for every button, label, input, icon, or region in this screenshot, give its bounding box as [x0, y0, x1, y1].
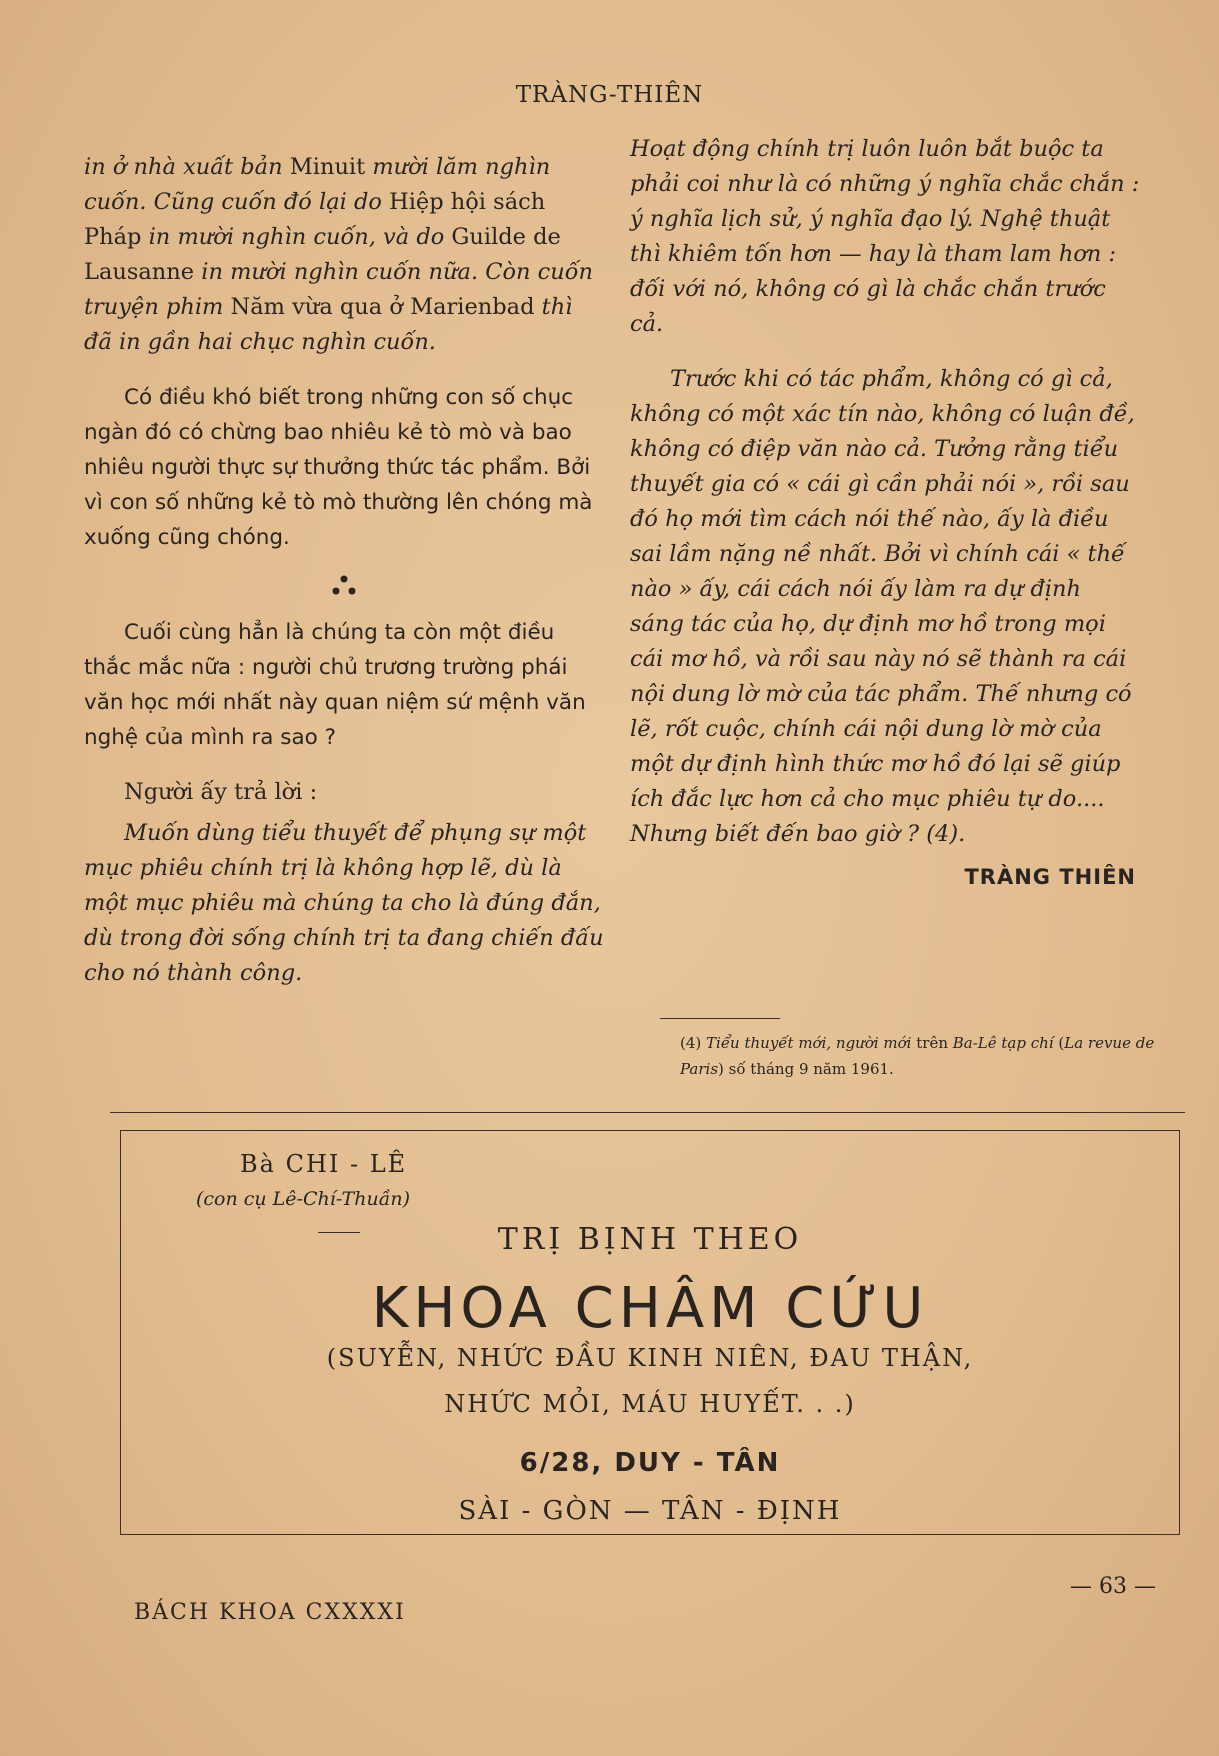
- ad-treat-heading: TRỊ BỊNH THEO: [497, 1222, 803, 1257]
- footnote-divider: [660, 1018, 780, 1019]
- paragraph: Muốn dùng tiểu thuyết để phụng sự một mục phiêu chính trị là không hợp lẽ, dù là một mục phiêu mà chúng ta cho là đúng đắn, dù trong đời sống chính trị ta đang chiến đấu cho nó thành công.: [84, 820, 604, 986]
- text-run: in mười nghìn cuốn, và do: [141, 224, 452, 250]
- right-column: [630, 132, 1142, 895]
- paragraph: Cuối cùng hẳn là chúng ta còn một điều thắc mắc nữa : người chủ trương trường phái văn học mới nhất này quan niệm sứ mệnh văn nghệ của mình ra sao ?: [84, 620, 586, 750]
- paragraph: [84, 150, 604, 360]
- text-run: Minuit: [289, 154, 366, 180]
- advertisement-top-rule: [110, 1112, 1185, 1113]
- ad-conditions-line: NHỨC MỎI, MÁU HUYẾT. . .): [444, 1390, 856, 1418]
- text-run: ) số tháng 9 năm 1961.: [718, 1060, 894, 1078]
- magazine-issue: BÁCH KHOA CXXXXI: [134, 1600, 406, 1625]
- text-run: (4): [680, 1034, 707, 1052]
- text-run: Tiểu thuyết mới, người mới: [706, 1034, 912, 1052]
- text-run: mười lăm nghìn cuốn. Cũng cuốn đó lại do: [84, 154, 551, 215]
- text-run: thì đã in gần hai chục nghìn cuốn.: [84, 294, 573, 355]
- text-run: in mười nghìn cuốn nữa. Còn cuốn truyện phim: [84, 259, 594, 320]
- paragraph: Trước khi có tác phẩm, không có gì cả, không có một xác tín nào, không có luận đề, không có điệp văn nào cả. Tưởng rằng tiểu thuyết gia có « cái gì cần phải nói », rồi sau đó họ mới tìm cách nói thế nào, ấy là điều sai lầm nặng nề nhất. Bởi vì chính cái « thế nào » ấy, cái cách nói ấy làm ra dự định sáng tác của họ, dự định mơ hồ trong mọi cái mơ hồ, và rồi sau này nó sẽ thành ra cái nội dung lờ mờ của tác phẩm. Thế nhưng có lẽ, rốt cuộc, chính cái nội dung lờ mờ của một dự định hình thức mơ hồ đó lại sẽ giúp ích đắc lực hơn cả cho mục phiêu tự do.... Nhưng biết đến bao giờ ? (4).: [630, 366, 1135, 847]
- text-run: trên: [911, 1034, 953, 1052]
- ad-address: 6/28, DUY - TÂN: [519, 1448, 781, 1478]
- section-ornament: [84, 573, 604, 603]
- paragraph: Hoạt động chính trị luôn luôn bắt buộc ta phải coi như là có những ý nghĩa chắc chắn : ý nghĩa lịch sử, ý nghĩa đạo lý. Nghệ thuật thì khiêm tốn hơn — hay là tham lam hơn : đối với nó, không có gì là chắc chắn trước cả.: [630, 136, 1140, 337]
- ad-practitioner-name: Bà CHI - LÊ: [240, 1150, 408, 1178]
- text-run: in ở nhà xuất bản: [84, 154, 290, 180]
- ad-specialty-heading: KHOA CHÂM CỨU: [371, 1276, 929, 1341]
- text-run: Năm vừa qua ở Marienbad: [230, 294, 535, 320]
- paragraph: Người ấy trả lời :: [124, 779, 318, 805]
- ad-city: SÀI - GÒN — TÂN - ĐỊNH: [458, 1496, 842, 1526]
- text-run: Hiệp hội sách Pháp: [84, 189, 546, 250]
- author-signature: TRÀNG THIÊN: [964, 865, 1136, 889]
- text-run: (: [1053, 1034, 1065, 1052]
- left-column: [84, 150, 604, 991]
- ad-conditions-line: (SUYỄN, NHỨC ĐẦU KINH NIÊN, ĐAU THẬN,: [326, 1344, 974, 1372]
- footnote: [680, 1030, 1170, 1082]
- text-run: Guilde de Lausanne: [84, 224, 561, 285]
- text-run: Ba-Lê tạp chí: [952, 1034, 1054, 1052]
- page-number: — 63 —: [1070, 1574, 1156, 1599]
- ad-practitioner-subtitle: (con cụ Lê-Chí-Thuần): [196, 1188, 411, 1210]
- ornament-dots: [324, 573, 364, 599]
- running-title: TRÀNG-THIÊN: [515, 82, 704, 108]
- text-run: La revue de Paris: [680, 1034, 1155, 1078]
- paragraph: Có điều khó biết trong những con số chục ngàn đó có chừng bao nhiêu kẻ tò mò và bao nhiêu người thực sự thưởng thức tác phẩm. Bởi vì con số những kẻ tò mò thường lên chóng mà xuống cũng chóng.: [84, 385, 593, 550]
